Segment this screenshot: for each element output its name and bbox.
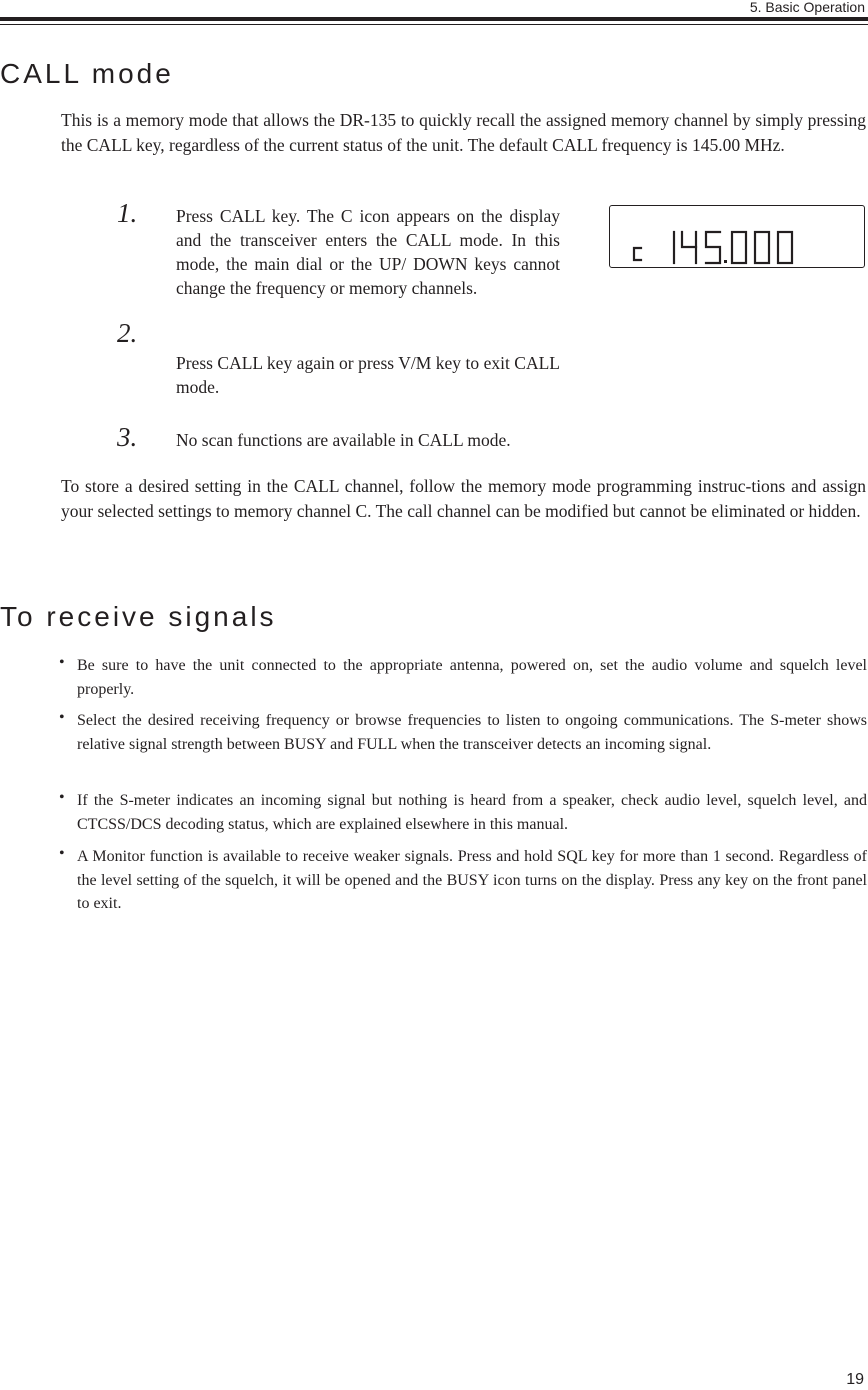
step-text-1: Press CALL key. The C icon appears on the display and the transceiver enters the CALL mode. In this mode, the main dial or the UP/ DOWN keys cannot change the frequency or memory channels. bbox=[176, 206, 560, 298]
bullet-marker: • bbox=[59, 654, 65, 671]
bullet-item-2: Select the desired receiving frequency or browse frequencies to listen to ongoing communications. The S-meter shows relative signal strength between BUSY and FULL when the transceiver detects an incoming signal. bbox=[77, 712, 867, 753]
lcd-digit-4 bbox=[682, 232, 696, 263]
bullet-marker: • bbox=[59, 709, 65, 726]
step-number-3: 3. bbox=[117, 422, 138, 452]
step-number-2: 2. bbox=[117, 318, 138, 348]
lcd-decimal-point bbox=[724, 260, 727, 263]
lcd-digit-0a bbox=[732, 232, 746, 263]
section-title: 5. Basic Operation bbox=[749, 0, 865, 15]
lcd-digit-5 bbox=[706, 232, 720, 263]
call-mode-closing: To store a desired setting in the CALL channel, follow the memory mode programming instruc-tions and assign your selected settings to memory channel C. The call channel can be modified but cannot be eliminated or hidden. bbox=[61, 476, 866, 521]
lcd-digit-0c bbox=[778, 232, 792, 263]
receive-signals-heading: To receive signals bbox=[0, 601, 277, 632]
lcd-channel-icon-c bbox=[634, 248, 641, 260]
lcd-digit-0b bbox=[755, 232, 769, 263]
step-number-1: 1. bbox=[117, 198, 138, 228]
bullet-marker: • bbox=[59, 789, 65, 806]
header-rule-thin bbox=[0, 24, 868, 25]
page-number: 19 bbox=[846, 1371, 864, 1388]
bullet-marker: • bbox=[59, 845, 65, 862]
bullet-item-3: If the S-meter indicates an incoming signal but nothing is heard from a speaker, check audio level, squelch level, and CTCSS/DCS decoding status, which are explained elsewhere in this manual. bbox=[77, 792, 867, 833]
call-mode-heading: CALL mode bbox=[0, 58, 174, 89]
lcd-display-illustration bbox=[609, 205, 865, 268]
call-mode-intro: This is a memory mode that allows the DR-135 to quickly recall the assigned memory channel by simply pressing the CALL key, regardless of the current status of the unit. The default CALL frequency is 145.00 MHz. bbox=[61, 110, 866, 155]
lcd-digits bbox=[610, 206, 864, 267]
bullet-item-4: A Monitor function is available to receive weaker signals. Press and hold SQL key for more than 1 second. Regardless of the level setting of the squelch, it will be opened and the BUSY icon turns on the display. Press any key on the front panel to exit. bbox=[77, 848, 867, 912]
header-rule-thick bbox=[0, 17, 868, 21]
step-text-3: No scan functions are available in CALL mode. bbox=[176, 430, 511, 450]
step-text-2: Press CALL key again or press V/M key to exit CALL mode. bbox=[176, 353, 560, 397]
bullet-item-1: Be sure to have the unit connected to the appropriate antenna, powered on, set the audio volume and squelch level properly. bbox=[77, 657, 867, 698]
